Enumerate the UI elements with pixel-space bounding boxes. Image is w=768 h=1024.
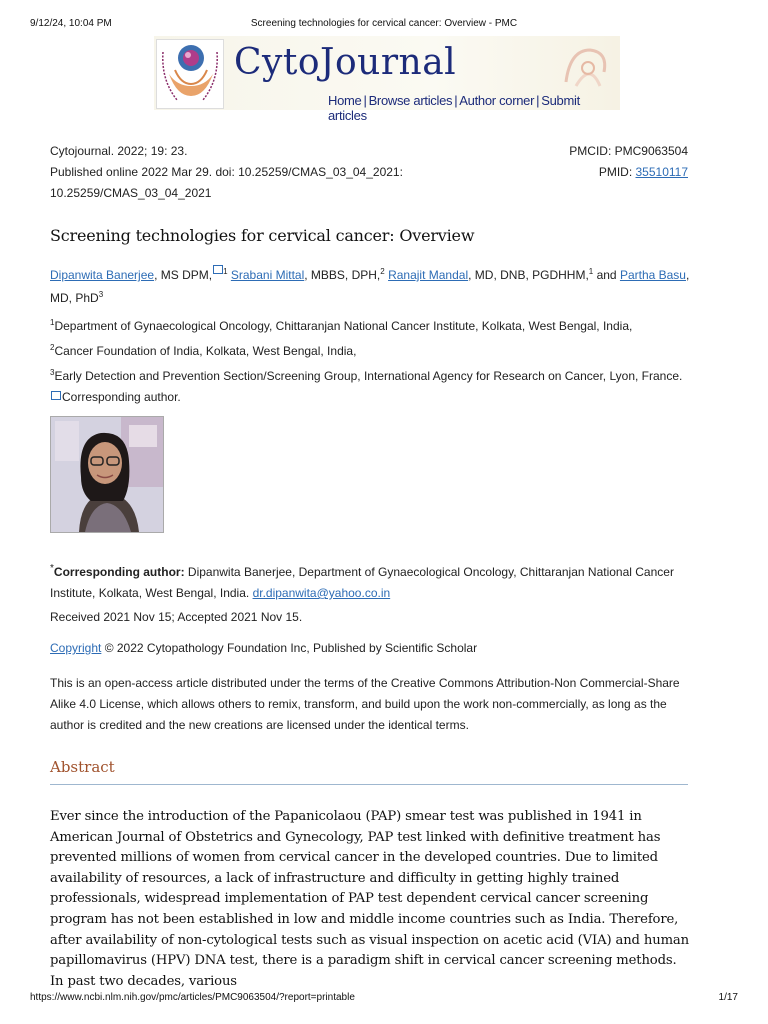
- author-degrees: ,: [685, 268, 690, 282]
- author-degrees: MD, PhD: [50, 291, 99, 305]
- pmid-link[interactable]: 35510117: [635, 165, 688, 179]
- author-list: [50, 262, 700, 308]
- nav-submit-articles-link[interactable]: Submit articles: [328, 93, 580, 123]
- copyright-link[interactable]: Copyright: [50, 641, 102, 655]
- email-icon: [51, 391, 61, 400]
- citation-block: [50, 141, 403, 204]
- pmid-label: PMID:: [598, 165, 636, 179]
- article-ids: [569, 141, 688, 183]
- affiliation-ref: 1: [223, 267, 228, 276]
- affiliation-number: 1: [50, 318, 55, 327]
- citation-journal: Cytojournal. 2022; 19: 23.: [50, 144, 188, 158]
- affiliation-number: 3: [50, 368, 55, 377]
- journal-banner: [154, 36, 620, 123]
- citation-published: Published online 2022 Mar 29. doi: 10.25259/CMAS_03_04_2021:: [50, 165, 403, 179]
- corresponding-note-text: Corresponding author.: [62, 390, 181, 404]
- print-header: [30, 18, 738, 32]
- email-icon[interactable]: [213, 265, 223, 274]
- citation-doi: 10.25259/CMAS_03_04_2021: [50, 186, 212, 200]
- print-footer: [30, 992, 738, 1006]
- affiliation-text: Cancer Foundation of India, Kolkata, West Bengal, India,: [54, 344, 357, 358]
- corresponding-note: [50, 387, 682, 408]
- print-page-number: 1/17: [718, 992, 738, 1003]
- print-page-title: Screening technologies for cervical cancer: Overview - PMC: [250, 18, 518, 29]
- print-datetime: 9/12/24, 10:04 PM: [30, 18, 112, 29]
- author-link[interactable]: Srabani Mittal: [230, 268, 305, 282]
- author-degrees: , MD, DNB, PGDHHM,: [468, 268, 589, 282]
- correspondence: [50, 558, 700, 604]
- nav-browse-articles-link[interactable]: Browse articles: [368, 93, 453, 108]
- print-url: https://www.ncbi.nlm.nih.gov/pmc/articles/PMC9063504/?report=printable: [30, 992, 355, 1003]
- affiliations: [50, 312, 682, 408]
- author-degrees: , MBBS, DPH,: [304, 268, 381, 282]
- corr-text: Dipanwita Banerjee, Department of Gynaecological Oncology, Chittaranjan National Cancer Institute, Kolkata, West Bengal, India.: [50, 565, 674, 600]
- author-link[interactable]: Partha Basu: [619, 268, 686, 282]
- affiliation-number: 2: [50, 343, 55, 352]
- nav-author-corner-link[interactable]: Author corner: [459, 93, 535, 108]
- copyright-line: [50, 641, 477, 655]
- author-degrees: , MS DPM,: [154, 268, 213, 282]
- nav-separator: |: [363, 93, 367, 108]
- affiliation-ref: 3: [98, 290, 104, 299]
- affiliation-ref: 1: [588, 267, 594, 276]
- affiliation-item: [50, 337, 682, 362]
- license-text: This is an open-access article distributed under the terms of the Creative Commons Attribution-Non Commercial-Share Alike 4.0 License, which allows others to remix, transform, and build upon the work non-commercially, as long as the author is credited and the new creations are licensed under the identical terms.: [50, 676, 680, 732]
- author-conjunction: and: [593, 268, 620, 282]
- decorative-swirl-icon: [560, 42, 612, 94]
- abstract-heading: Abstract: [50, 758, 688, 785]
- journal-name: CytoJournal: [234, 42, 457, 83]
- copyright-text: © 2022 Cytopathology Foundation Inc, Published by Scientific Scholar: [101, 641, 478, 655]
- logo-emblem-icon: [157, 40, 223, 108]
- affiliation-ref: 2: [380, 267, 385, 276]
- author-link[interactable]: Dipanwita Banerjee: [50, 268, 155, 282]
- affiliation-item: [50, 362, 682, 387]
- nav-separator: |: [454, 93, 458, 108]
- cytopathology-foundation-logo[interactable]: [156, 39, 224, 109]
- abstract-text: Ever since the introduction of the Papanicolaou (PAP) smear test was published in 1941 in American Journal of Obstetrics and Gynecology, PAP test linked with definitive treatment has prevented millions of women from cervical cancer in the developed countries. Due to limited availability of resources, a lack of infrastructure and difficulty in getting highly trained professionals, widespread implementation of PAP test dependent cervical cancer screening program has not been established in low and middle income countries such as India. Therefore, after availability of non-cytological tests such as visual inspection on acetic acid (VIA) and human papillomavirus (HPV) DNA test, there is a paradigm shift in cervical cancer screening methods. In past two decades, various: [50, 809, 689, 989]
- affiliation-item: [50, 312, 682, 337]
- pmcid: PMCID: PMC9063504: [569, 144, 688, 158]
- nav-separator: |: [536, 93, 540, 108]
- corr-star: *: [50, 563, 54, 574]
- journal-nav: [328, 93, 620, 123]
- received-dates: Received 2021 Nov 15; Accepted 2021 Nov 15.: [50, 610, 303, 624]
- author-link[interactable]: Ranajit Mandal: [388, 268, 469, 282]
- corr-email-link[interactable]: dr.dipanwita@yahoo.co.in: [252, 586, 391, 600]
- affiliation-text: Department of Gynaecological Oncology, Chittaranjan National Cancer Institute, Kolkata, West Bengal, India,: [54, 319, 633, 333]
- affiliation-text: Early Detection and Prevention Section/Screening Group, International Agency for Research on Cancer, Lyon, France.: [54, 369, 683, 383]
- pmid: [569, 162, 688, 183]
- corr-label: Corresponding author:: [53, 565, 185, 579]
- author-photo: [50, 416, 164, 533]
- article-title: Screening technologies for cervical cancer: Overview: [50, 226, 475, 245]
- nav-home-link[interactable]: Home: [328, 93, 362, 108]
